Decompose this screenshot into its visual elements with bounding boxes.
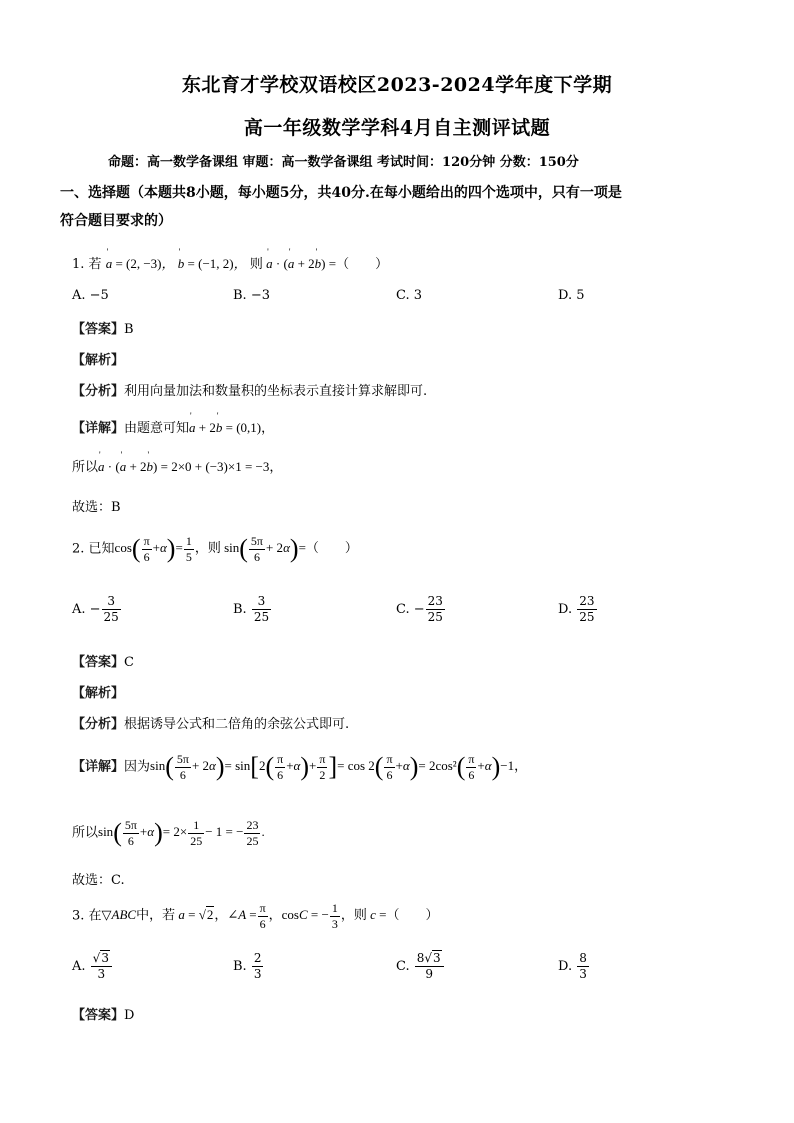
- q2-detail-prefix: 因为: [124, 759, 151, 775]
- q3-number: 3. 在: [72, 908, 102, 924]
- q2-option-a: A. − $\frac{3}{25}$: [72, 594, 119, 624]
- q1-answer: [72, 318, 134, 337]
- q3-option-b: B. $\frac{2}{3}$: [233, 951, 262, 981]
- q1-option-b: B. −3: [233, 288, 270, 303]
- q1-option-c: C. 3: [396, 288, 423, 303]
- q2-analysis-label: [72, 682, 124, 701]
- q1-detail-1-math: ' a + 2' b = (0,1)，: [189, 420, 274, 435]
- q1-number: 1. 若: [72, 257, 102, 272]
- answer-label: 【答案】: [72, 655, 125, 670]
- q1-detail-prefix: 由题意可知: [124, 421, 190, 436]
- answer-label: 【答案】: [72, 322, 125, 337]
- fenxi-label: 【分析】: [72, 717, 125, 732]
- q3-option-a: A. $\frac{√3}{3}$: [72, 951, 113, 982]
- q1-option-d: D. 5: [558, 288, 585, 303]
- exam-meta: 命题：高一数学备课组 审题：高一数学备课组 考试时间：120分钟 分数：150分: [108, 155, 579, 170]
- q1-fenxi: [72, 380, 427, 399]
- q2-fenxi-text: 根据诱导公式和二倍角的余弦公式即可.: [124, 717, 350, 732]
- q2-answer-value: C: [124, 655, 134, 670]
- q2-number: 2. 已知: [72, 541, 115, 557]
- title-line-1: 东北育才学校双语校区2023-2024学年度下学期: [181, 74, 613, 96]
- q2-fenxi: [72, 713, 349, 732]
- q2-detail-1: [72, 752, 527, 783]
- q1-choose-value: B: [111, 500, 121, 515]
- q2-option-b: B. $\frac{3}{25}$: [233, 594, 270, 624]
- q3-option-d: D. $\frac{8}{3}$: [558, 951, 587, 981]
- q1-analysis-label: [72, 349, 124, 368]
- analysis-label: 【解析】: [72, 686, 125, 701]
- q1-detail-1: [72, 417, 274, 436]
- q2-stem-math: cos( $\frac{\pi}{6}$ +α)= $\frac{1}{5}$ ，则 sin( $\frac{5\pi}{6}$ + 2α)=（ ）: [114, 534, 358, 564]
- q1-stem: [72, 253, 388, 272]
- xiangjie-label: 【详解】: [72, 759, 125, 775]
- q2-detail-2: [72, 818, 265, 849]
- q3-option-c: C. $\frac{8√3}{9}$: [396, 951, 445, 982]
- q1-option-a: A. −5: [72, 288, 109, 303]
- q2-choose: [72, 869, 125, 888]
- q2-answer: [72, 651, 134, 670]
- analysis-label: 【解析】: [72, 353, 125, 368]
- q1-answer-value: B: [124, 322, 134, 337]
- q2-stem: [72, 534, 358, 565]
- q1-detail-2: [72, 456, 282, 475]
- q2-detail-1-math: sin( $\frac{5\pi}{6}$ + 2α)= sin[2( $\frac{\pi}{6}$ +α)+ $\frac{\pi}{2}$ ]= cos 2( $\frac{\pi}{6}$ +α)= 2cos²( $\frac{\pi}{6}$ +α)−1，: [150, 752, 528, 782]
- section-heading: 一、选择题（本题共8小题，每小题5分，共40分.在每小题给出的四个选项中，只有一项是: [60, 185, 622, 201]
- choose-label: 故选：: [72, 873, 112, 888]
- title-line-2: 高一年级数学学科4月自主测评试题: [243, 117, 551, 139]
- choose-label: 故选：: [72, 500, 112, 515]
- xiangjie-label: 【详解】: [72, 421, 125, 436]
- q3-answer-value: D: [124, 1008, 135, 1023]
- answer-label: 【答案】: [72, 1008, 125, 1023]
- q1-fenxi-text: 利用向量加法和数量积的坐标表示直接计算求解即可.: [124, 384, 428, 399]
- q3-stem-math: ▽ABC中，若 a = √2，∠A = $\frac{\pi}{6}$ ，cosC = − $\frac{1}{3}$ ，则 c =（ ）: [101, 901, 439, 931]
- so-label: 所以: [72, 825, 99, 841]
- q3-stem: [72, 901, 438, 932]
- q3-answer: [72, 1004, 134, 1023]
- section-heading-cont: 符合题目要求的）: [60, 213, 172, 229]
- q2-option-c: C. − $\frac{23}{25}$: [396, 594, 443, 624]
- q2-option-d: D. $\frac{23}{25}$: [558, 594, 595, 624]
- fenxi-label: 【分析】: [72, 384, 125, 399]
- q2-choose-value: C.: [111, 873, 125, 888]
- q1-choose: [72, 496, 121, 515]
- q1-detail-2-math: ' a · (' a + 2' b) = 2×0 + (−3)×1 = −3，: [98, 459, 282, 474]
- q2-detail-2-math: sin( $\frac{5\pi}{6}$ +α)= 2× $\frac{1}{25}$ − 1 = − $\frac{23}{25}$ .: [98, 818, 265, 848]
- q1-stem-math: ' a = (2, −3)， ' b = (−1, 2)， 则 ' a · (' a + 2' b) =（ ）: [106, 256, 388, 271]
- so-label: 所以: [72, 460, 99, 475]
